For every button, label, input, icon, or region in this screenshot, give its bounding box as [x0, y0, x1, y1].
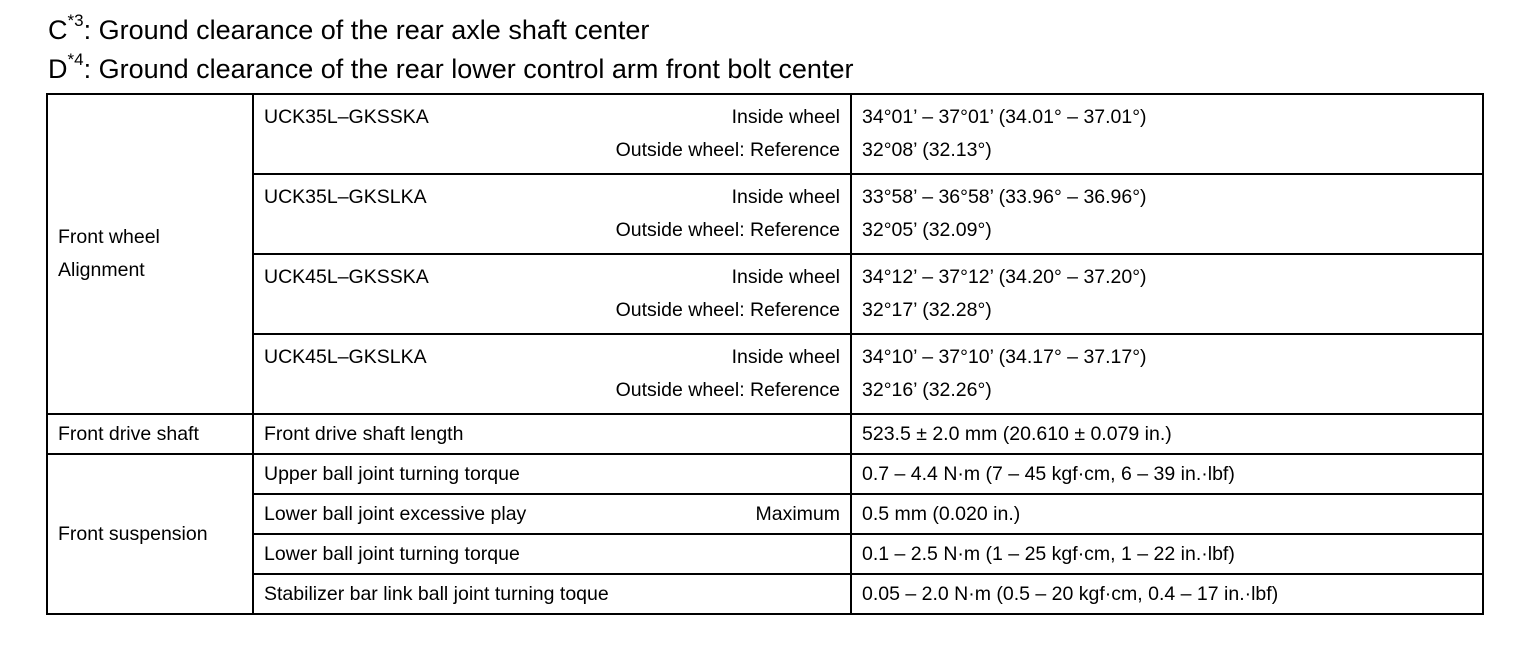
category-front-suspension: Front suspension [47, 454, 253, 614]
item-label: Upper ball joint turning torque [253, 454, 851, 494]
footnote-d [48, 50, 854, 85]
value-cell [851, 94, 1483, 174]
footnote-c [48, 11, 650, 46]
inside-wheel-value: 34°12’ – 37°12’ (34.20° – 37.20°) [862, 266, 1147, 288]
model-code: UCK35L–GKSLKA [264, 186, 427, 208]
model-cell [253, 174, 851, 254]
item-label: Stabilizer bar link ball joint turning toque [253, 574, 851, 614]
item-label: Front drive shaft length [253, 414, 851, 454]
outside-wheel-label: Outside wheel: Reference [615, 299, 840, 321]
outside-wheel-value: 32°08’ (32.13°) [862, 139, 992, 161]
model-code: UCK45L–GKSSKA [264, 266, 429, 288]
item-cell [253, 494, 851, 534]
model-cell [253, 254, 851, 334]
item-qualifier: Maximum [755, 503, 840, 525]
inside-wheel-value: 33°58’ – 36°58’ (33.96° – 36.96°) [862, 186, 1147, 208]
table-row [47, 334, 1483, 414]
inside-wheel-value: 34°01’ – 37°01’ (34.01° – 37.01°) [862, 106, 1147, 128]
table-row [47, 534, 1483, 574]
footnote-letter: D [48, 54, 68, 84]
table-row [47, 254, 1483, 334]
outside-wheel-label: Outside wheel: Reference [615, 379, 840, 401]
item-value: 0.7 – 4.4 N·m (7 – 45 kgf·cm, 6 – 39 in.·lbf) [851, 454, 1483, 494]
model-cell [253, 94, 851, 174]
footnote-marker: *4 [67, 50, 84, 69]
item-value: 0.1 – 2.5 N·m (1 – 25 kgf·cm, 1 – 22 in.·lbf) [851, 534, 1483, 574]
outside-wheel-value: 32°16’ (32.26°) [862, 379, 992, 401]
category-label: Front wheel [58, 226, 160, 248]
outside-wheel-label: Outside wheel: Reference [615, 219, 840, 241]
table-row [47, 454, 1483, 494]
item-value: 0.05 – 2.0 N·m (0.5 – 20 kgf·cm, 0.4 – 17 in.·lbf) [851, 574, 1483, 614]
outside-wheel-value: 32°17’ (32.28°) [862, 299, 992, 321]
table-row [47, 414, 1483, 454]
inside-wheel-label: Inside wheel [731, 346, 840, 368]
footnote-text: : Ground clearance of the rear axle shaft center [83, 15, 650, 45]
inside-wheel-value: 34°10’ – 37°10’ (34.17° – 37.17°) [862, 346, 1147, 368]
value-cell [851, 254, 1483, 334]
outside-wheel-value: 32°05’ (32.09°) [862, 219, 992, 241]
footnote-letter: C [48, 15, 68, 45]
model-code: UCK35L–GKSSKA [264, 106, 429, 128]
inside-wheel-label: Inside wheel [731, 186, 840, 208]
footnote-text: : Ground clearance of the rear lower control arm front bolt center [83, 54, 854, 84]
category-front-drive-shaft: Front drive shaft [47, 414, 253, 454]
table-row [47, 94, 1483, 174]
item-label: Lower ball joint excessive play [264, 503, 527, 525]
item-value: 523.5 ± 2.0 mm (20.610 ± 0.079 in.) [851, 414, 1483, 454]
category-label: Alignment [58, 259, 145, 281]
inside-wheel-label: Inside wheel [731, 266, 840, 288]
table-row [47, 494, 1483, 534]
model-code: UCK45L–GKSLKA [264, 346, 427, 368]
value-cell [851, 334, 1483, 414]
spec-table [46, 93, 1484, 615]
table-row [47, 174, 1483, 254]
table-row [47, 574, 1483, 614]
item-value: 0.5 mm (0.020 in.) [851, 494, 1483, 534]
item-label: Lower ball joint turning torque [253, 534, 851, 574]
value-cell [851, 174, 1483, 254]
category-front-wheel-alignment [47, 94, 253, 414]
model-cell [253, 334, 851, 414]
footnote-marker: *3 [67, 11, 84, 30]
outside-wheel-label: Outside wheel: Reference [615, 139, 840, 161]
inside-wheel-label: Inside wheel [731, 106, 840, 128]
